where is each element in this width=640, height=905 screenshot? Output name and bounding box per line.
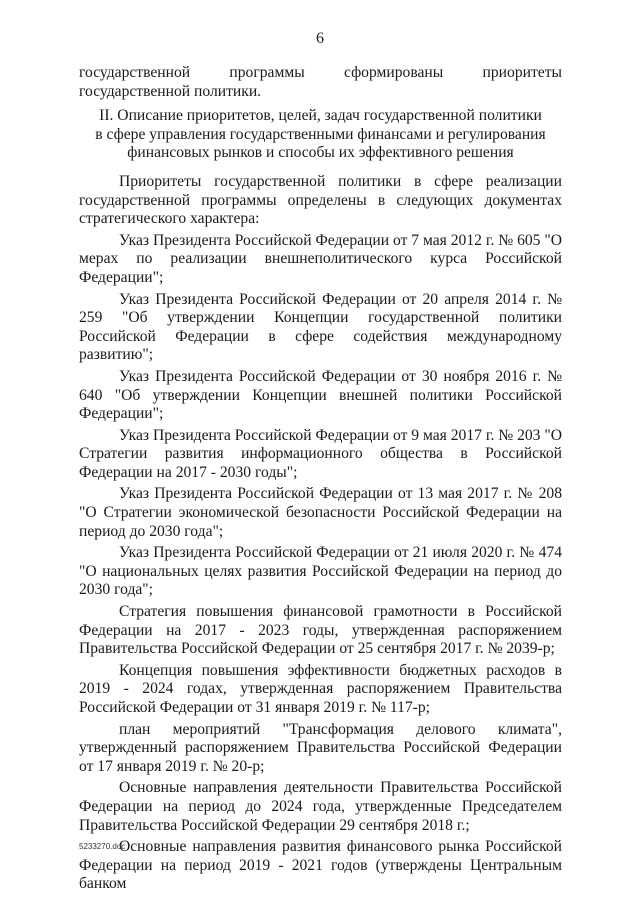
document-list-item: Указ Президента Российской Федерации от 7 мая 2012 г. № 605 "О мерах по реализации внешнеполитического курса Российской Федерации"; (79, 231, 562, 286)
intro-paragraph: государственной программы сформированы приоритеты государственной политики. (79, 64, 562, 100)
section-heading-line: II. Описание приоритетов, целей, задач государственной политики (99, 107, 542, 125)
document-list-item: Стратегия повышения финансовой грамотности в Российской Федерации на 2017 - 2023 годы, утвержденная распоряжением Правительства Российской Федерации от 25 сентября 2017 г. № 2039-р; (79, 603, 562, 658)
document-list-item: Указ Президента Российской Федерации от 30 ноября 2016 г. № 640 "Об утверждении Концепции внешней политики Российской Федерации"; (79, 367, 562, 423)
document-list-item: Указ Президента Российской Федерации от 13 мая 2017 г. № 208 "О Стратегии экономической безопасности Российской Федерации на период до 2030 года"; (79, 485, 562, 540)
document-list-item: Концепция повышения эффективности бюджетных расходов в 2019 - 2024 годах, утвержденная распоряжением Правительства Российской Федерации от 31 января 2019 г. № 117-р; (79, 661, 562, 716)
file-name-footer: 5233270.doc (79, 842, 126, 851)
page-number: 6 (316, 30, 324, 47)
document-list-item: Указ Президента Российской Федерации от 9 мая 2017 г. № 203 "О Стратегии развития информационного общества в Российской Федерации на 2017 - 2030 годы"; (79, 426, 562, 481)
document-body (79, 64, 562, 897)
section-heading-line: финансовых рынков и способы их эффективного решения (127, 144, 514, 162)
document-list-item: план мероприятий "Трансформация делового климата", утвержденный распоряжением Правительства Российской Федерации от 17 января 2019 г. № 20-р; (79, 720, 562, 775)
document-list-item: Основные направления деятельности Правительства Российской Федерации на период до 2024 года, утвержденные Председателем Правительства Российской Федерации 29 сентября 2018 г.; (79, 779, 562, 834)
document-list-item: Основные направления развития финансового рынка Российской Федерации на период 2019 - 2021 годов (утверждены Центральным банком (79, 838, 562, 893)
document-list-item: Указ Президента Российской Федерации от 20 апреля 2014 г. № 259 "Об утверждении Концепции государственной политики Российской Федерации в сфере содействия международному развитию"; (79, 290, 562, 364)
priorities-paragraph: Приоритеты государственной политики в сфере реализации государственной программы определены в следующих документах стратегического характера: (79, 172, 562, 228)
section-heading (79, 107, 562, 163)
document-list-item: Указ Президента Российской Федерации от 21 июля 2020 г. № 474 "О национальных целях развития Российской Федерации на период до 2030 года"; (79, 544, 562, 599)
section-heading-line: в сфере управления государственными финансами и регулирования (95, 125, 546, 143)
